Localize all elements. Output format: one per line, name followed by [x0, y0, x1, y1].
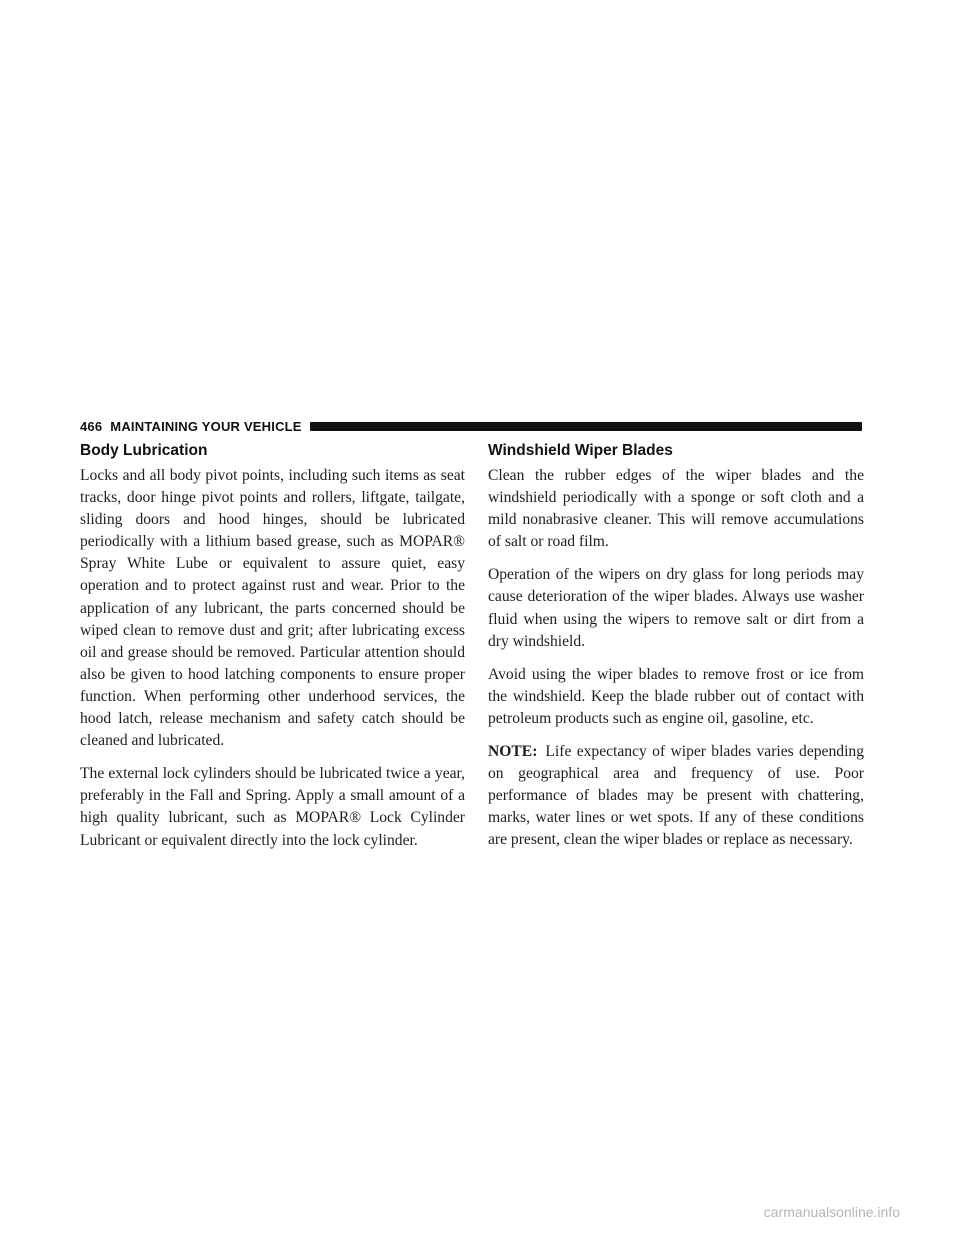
page-header	[80, 418, 862, 434]
note-paragraph	[488, 741, 864, 851]
watermark-link[interactable]: carmanualsonline.info	[763, 1204, 900, 1220]
note-label: NOTE:	[488, 743, 538, 761]
page-number: 466	[80, 418, 103, 434]
section-title: MAINTAINING YOUR VEHICLE	[110, 418, 302, 434]
body-lubrication-paragraph-2: The external lock cylinders should be lubricated twice a year, preferably in the Fall and Spring. Apply a small amount of a high quality lubricant, such as MOPAR® Lock Cylinder Lubricant or equivalent directly into the lock cylinder.	[80, 765, 465, 849]
wiper-blades-paragraph-2: Operation of the wipers on dry glass for long periods may cause deterioration of the wiper blades. Always use washer fluid when using the wipers to remove salt or dirt from a dry windshield.	[488, 566, 864, 650]
header-rule	[310, 422, 862, 431]
wiper-blades-paragraph-1: Clean the rubber edges of the wiper blades and the windshield periodically with a sponge or soft cloth and a mild nonabrasive cleaner. This will remove accumulations of salt or road film.	[488, 467, 864, 551]
body-lubrication-paragraph-1: Locks and all body pivot points, including such items as seat tracks, door hinge pivot points and rollers, liftgate, tailgate, sliding doors and hood hinges, should be lubricated periodically with a lithium based grease, such as MOPAR® Spray White Lube or equivalent to assure quiet, easy operation and to protect against rust and wear. Prior to the application of any lubricant, the parts concerned should be wiped clean to remove dust and grit; after lubricating excess oil and grease should be removed. Particular attention should also be given to hood latching components to ensure proper function. When performing other underhood services, the hood latch, release mechanism and safety catch should be cleaned and lubricated.	[80, 467, 465, 750]
note-text: Life expectancy of wiper blades varies depending on geographical area and frequency of use. Poor performance of blades may be present with chattering, marks, water lines or wet spots. If any of these conditions are present, clean the wiper blades or replace as necessary.	[488, 743, 864, 849]
wiper-blades-heading: Windshield Wiper Blades	[488, 442, 673, 459]
left-column	[80, 441, 465, 863]
wiper-blades-paragraph-3: Avoid using the wiper blades to remove frost or ice from the windshield. Keep the blade rubber out of contact with petroleum products such as engine oil, gasoline, etc.	[488, 665, 864, 727]
body-lubrication-heading: Body Lubrication	[80, 442, 208, 459]
right-column	[488, 441, 864, 863]
